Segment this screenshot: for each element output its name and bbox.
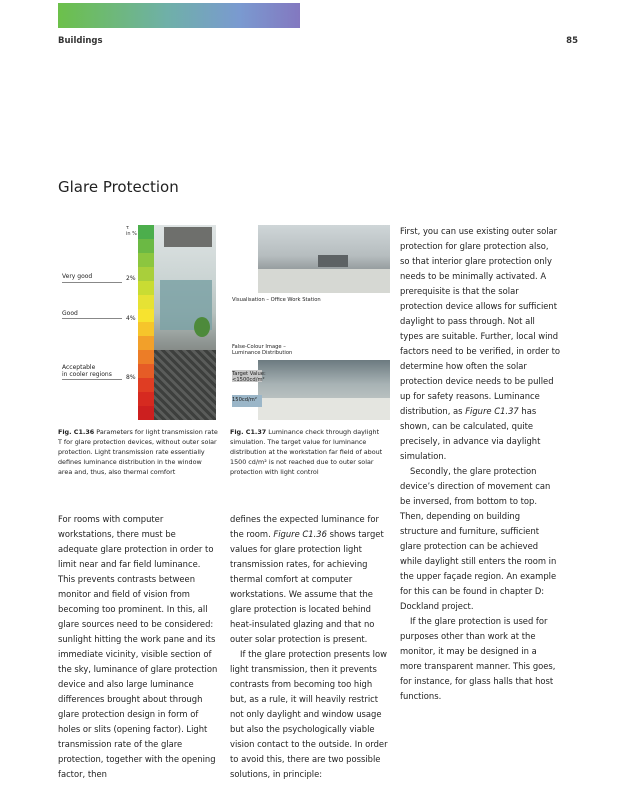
column-3-paragraph-2: Secondly, the glare protection device’s direction of movement can be inversed, from bottom to top. Then, depending on building structure and furniture, sufficient glare protection can be achieved while daylight still enters the room in the upper façade region. An example for this can be found in chapter D: Dockland project. <box>400 466 557 611</box>
tau-axis-label <box>126 225 137 237</box>
figure-c1-36 <box>58 225 216 420</box>
scale-segment <box>138 364 154 378</box>
transmission-colour-scale <box>138 225 154 420</box>
column-3-paragraph-3: If the glare protection is used for purposes other than work at the monitor, it may be designed in a more transparent manner. This goes, for instance, for glass halls that host functions. <box>400 616 556 701</box>
false-colour-line1: False-Colour Image – <box>232 344 286 350</box>
category-acceptable-rule <box>62 379 122 380</box>
scale-segment <box>138 309 154 323</box>
scale-segment <box>138 322 154 336</box>
column-3-text-b: has shown, can be calculated, quite precisely, in advance via daylight simulation. <box>400 406 541 461</box>
category-very-good-label: Very good <box>62 273 93 280</box>
scale-segment <box>138 378 154 392</box>
figure-c1-37-caption <box>230 427 390 477</box>
false-colour-floor <box>258 398 390 420</box>
category-acceptable-line1: Acceptable <box>62 364 96 371</box>
body-column-2 <box>230 512 390 782</box>
glare-protection-photo <box>154 225 216 420</box>
category-good-rule <box>62 318 122 319</box>
category-very-good-rule <box>62 282 122 283</box>
figure-c1-36-caption-text: Parameters for light transmission rate T for glare protection devices, without outer solar protection. Light transmission rate essentially defines luminance distribution in the window area and, thus, also thermal comfort <box>58 428 218 476</box>
office-desk <box>318 255 348 267</box>
category-very-good-value: 2% <box>126 275 136 282</box>
figure-c1-37-caption-text: Luminance check through daylight simulation. The target value for luminance distribution at the workstation far field of about 1500 cd/m² is not reached due to outer solar protection with light control <box>230 428 383 476</box>
category-good-value: 4% <box>126 315 136 322</box>
column-3-paragraph-1 <box>400 224 560 464</box>
running-head <box>58 36 578 46</box>
scale-segment <box>138 281 154 295</box>
column-2-paragraph-2: If the glare protection presents low light transmission, then it prevents contrasts from becoming too high but, as a rule, it will heavily restrict not only daylight and window usage but also the psychologically viable vision contact to the outside. In order to avoid this, there are two possible solutions, in principle: <box>230 649 388 779</box>
body-column-3 <box>400 224 560 704</box>
figure-c1-36-caption <box>58 427 218 477</box>
column-2-paragraph-1 <box>230 512 390 647</box>
tau-unit: in % <box>126 231 137 237</box>
tau-symbol: τ <box>126 225 130 231</box>
scale-segment <box>138 336 154 350</box>
scale-segment <box>138 392 154 406</box>
target-value-label <box>232 371 266 383</box>
page-title: Glare Protection <box>58 178 179 196</box>
target-value-line1: Target Value: <box>232 371 266 377</box>
false-colour-label <box>232 344 292 356</box>
scale-segment <box>138 239 154 253</box>
column-1-paragraph-1: For rooms with computer workstations, there must be adequate glare protection in order to limit near and far field luminance. This prevents contrasts between monitor and field of vision from becoming too prominent. In this, all glare sources need to be considered: sunlight hitting the work pane and its immediate vicinity, visible section of the sky, luminance of glare protection device and also large luminance differences brought about through glare protection design in form of holes or slits (opening factor). Light transmission rate of the glare protection, together with the opening factor, then <box>58 514 218 779</box>
office-floor <box>258 269 390 293</box>
scale-segment <box>138 225 154 239</box>
scale-segment <box>138 253 154 267</box>
visualisation-label: Visualisation – Office Work Station <box>232 297 321 303</box>
body-column-1 <box>58 512 218 782</box>
column-3-text-a: First, you can use existing outer solar protection for glare protection also, so that interior glare protection only needs to be minimally activated. A prerequisite is that the solar protection device allows for sufficient daylight to pass through. Not all types are suitable. Further, local wind factors need to be verified, in order to determine how often the solar protection device needs to be pulled up for safety reasons. Luminance distribution, as <box>400 226 560 416</box>
patterned-floor <box>154 350 216 420</box>
figure-c1-37-reference: Figure C1.37 <box>465 406 519 416</box>
scale-segment <box>138 406 154 420</box>
column-2-text-b: shows target values for glare protection light transmission rates, for achieving thermal comfort at computer workstations. We assume that the glare protection is located behind heat-insulated glazing and that no outer solar protection is present. <box>230 529 384 644</box>
category-good-label: Good <box>62 310 78 317</box>
scale-segment <box>138 267 154 281</box>
page-number: 85 <box>566 36 578 46</box>
value-label: 150cd/m² <box>232 397 257 403</box>
false-colour-line2: Luminance Distribution <box>232 350 293 357</box>
category-acceptable-label <box>62 364 112 378</box>
scale-segment <box>138 350 154 364</box>
office-visualisation-image <box>258 225 390 293</box>
false-colour-image <box>258 360 390 420</box>
plant <box>194 317 210 337</box>
figure-c1-36-reference: Figure C1.36 <box>273 529 327 539</box>
header-gradient-bar <box>58 3 300 28</box>
figure-c1-37-caption-label: Fig. C1.37 <box>230 428 267 436</box>
column-2-text-a: defines the expected luminance for the room. <box>230 514 379 539</box>
figure-c1-37 <box>230 225 390 420</box>
category-acceptable-line2: in cooler regions <box>62 371 112 378</box>
roller-blind <box>164 227 212 247</box>
category-acceptable-value: 8% <box>126 374 136 381</box>
figure-c1-36-caption-label: Fig. C1.36 <box>58 428 95 436</box>
target-value-line2: <1500cd/m² <box>232 377 265 384</box>
section-name: Buildings <box>58 36 103 46</box>
scale-segment <box>138 295 154 309</box>
